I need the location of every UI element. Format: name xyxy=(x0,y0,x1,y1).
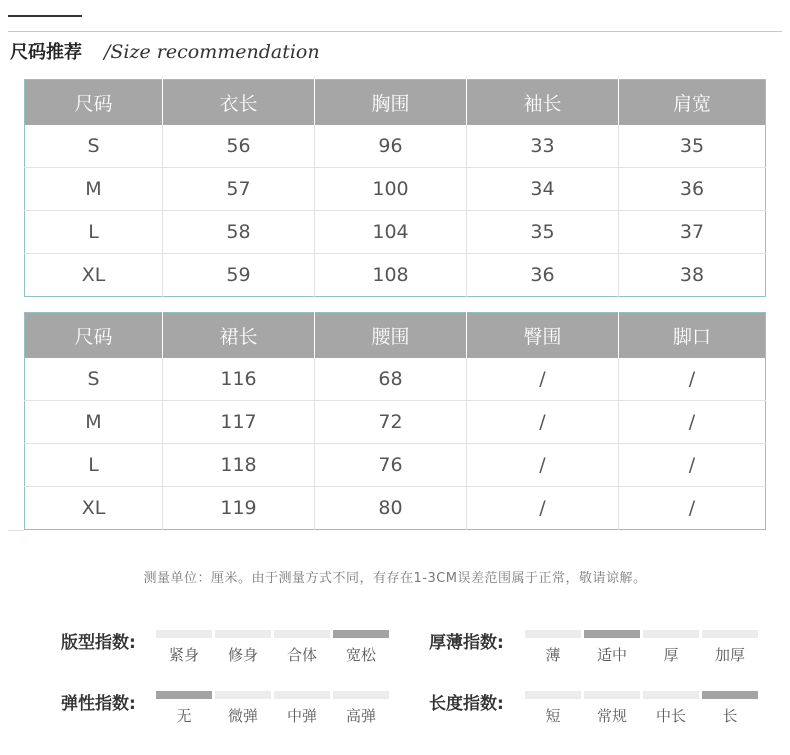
elasticity-bar xyxy=(215,691,271,699)
table-cell: 96 xyxy=(315,125,467,168)
table-cell: 119 xyxy=(163,487,315,530)
table-row xyxy=(25,401,766,444)
table-row xyxy=(25,444,766,487)
fit-option-label: 合体 xyxy=(286,646,317,664)
table-cell: 58 xyxy=(163,211,315,254)
length-option-label: 长 xyxy=(722,707,738,725)
length-option-label: 常规 xyxy=(596,707,627,725)
column-header: 袖长 xyxy=(467,80,619,126)
fit-bar xyxy=(333,630,389,638)
elasticity-option-label: 高弹 xyxy=(345,707,376,725)
column-header: 尺码 xyxy=(25,80,163,126)
fit-option-label: 紧身 xyxy=(168,646,199,664)
table-cell: L xyxy=(25,444,163,487)
fit-option xyxy=(333,630,389,665)
table-cell: 35 xyxy=(679,135,705,157)
table-row xyxy=(25,211,766,254)
top-accent-line xyxy=(8,15,82,17)
elasticity-option-label: 微弹 xyxy=(227,707,258,725)
table-cell: 36 xyxy=(467,254,619,297)
elasticity-bar xyxy=(274,691,330,699)
table-cell: M xyxy=(25,168,163,211)
length-option xyxy=(702,691,758,726)
thickness-bar xyxy=(643,630,699,638)
table-cell: 116 xyxy=(163,358,315,401)
column-header: 肩宽 xyxy=(619,80,766,126)
column-header: 脚口 xyxy=(619,313,766,359)
fit-option xyxy=(156,630,212,665)
table-cell: 59 xyxy=(163,254,315,297)
length-bar xyxy=(525,691,581,699)
thickness-bar xyxy=(702,630,758,638)
table-cell: 108 xyxy=(315,254,467,297)
elasticity-option xyxy=(333,691,389,726)
table-cell: / xyxy=(619,487,766,530)
table-row xyxy=(25,254,766,297)
bottom-size-table xyxy=(24,312,766,530)
thickness-option xyxy=(702,630,758,665)
table-cell: 34 xyxy=(467,168,619,211)
thickness-bar xyxy=(584,630,640,638)
table-cell: 80 xyxy=(315,487,467,530)
thickness-index-label: 厚薄指数: xyxy=(429,633,504,653)
table-row xyxy=(25,168,766,211)
table-cell: 56 xyxy=(163,125,315,168)
length-index xyxy=(429,689,769,729)
thickness-option xyxy=(584,630,640,665)
fit-option-label: 修身 xyxy=(227,646,258,664)
fit-option-label: 宽松 xyxy=(345,646,376,664)
length-bar xyxy=(643,691,699,699)
table-cell: 117 xyxy=(163,401,315,444)
table-cell: / xyxy=(688,368,696,390)
fit-option xyxy=(215,630,271,665)
table-cell: / xyxy=(619,444,766,487)
table-cell: / xyxy=(467,401,619,444)
table-cell: 38 xyxy=(619,254,766,297)
top-size-table xyxy=(24,79,766,297)
table-cell: XL xyxy=(25,254,163,297)
thickness-index xyxy=(429,628,769,668)
heading-title: 尺码推荐 xyxy=(10,42,82,63)
table-cell: S xyxy=(25,358,163,401)
table-cell: 118 xyxy=(163,444,315,487)
fit-index-label: 版型指数: xyxy=(61,633,136,653)
fit-bar xyxy=(215,630,271,638)
elasticity-option xyxy=(274,691,330,726)
table-cell: 100 xyxy=(315,168,467,211)
thickness-option-label: 适中 xyxy=(596,646,627,664)
table-cell: / xyxy=(467,487,619,530)
table-cell: 33 xyxy=(467,125,619,168)
table-cell: 76 xyxy=(315,444,467,487)
fit-bar xyxy=(156,630,212,638)
table-cell: 104 xyxy=(315,211,467,254)
column-header: 腰围 xyxy=(315,313,467,359)
table-row xyxy=(25,125,766,168)
table-row xyxy=(25,487,766,530)
measurement-note: 测量单位：厘米。由于测量方式不同，有存在1-3CM误差范围属于正常，敬请谅解。 xyxy=(143,571,647,586)
length-option-label: 短 xyxy=(545,707,561,725)
side-divider xyxy=(8,530,24,531)
column-header: 裙长 xyxy=(163,313,315,359)
table-cell: 36 xyxy=(619,168,766,211)
fit-option xyxy=(274,630,330,665)
length-bar xyxy=(702,691,758,699)
fit-index xyxy=(61,628,401,668)
table-cell: / xyxy=(467,358,619,401)
table-cell: XL xyxy=(25,487,163,530)
table-cell: 37 xyxy=(619,211,766,254)
elasticity-bar xyxy=(156,691,212,699)
length-option xyxy=(525,691,581,726)
table-header-row xyxy=(25,80,766,126)
length-option xyxy=(643,691,699,726)
column-header: 衣长 xyxy=(163,80,315,126)
length-option-label: 中长 xyxy=(655,707,686,725)
top-divider xyxy=(8,31,782,32)
length-option xyxy=(584,691,640,726)
thickness-option-label: 厚 xyxy=(663,646,679,664)
length-index-label: 长度指数: xyxy=(429,694,504,714)
section-heading xyxy=(10,38,320,64)
length-bar xyxy=(584,691,640,699)
column-header: 臀围 xyxy=(467,313,619,359)
table-cell: L xyxy=(25,211,163,254)
thickness-option-label: 加厚 xyxy=(714,646,745,664)
heading-subtitle: /Size recommendation xyxy=(104,41,320,63)
elasticity-option-label: 无 xyxy=(176,707,192,725)
fit-bar xyxy=(274,630,330,638)
table-cell: / xyxy=(619,401,766,444)
thickness-option xyxy=(525,630,581,665)
elasticity-option xyxy=(156,691,212,726)
column-header: 胸围 xyxy=(315,80,467,126)
table-row xyxy=(25,358,766,401)
thickness-option xyxy=(643,630,699,665)
table-header-row xyxy=(25,313,766,359)
thickness-option-label: 薄 xyxy=(545,646,561,664)
column-header: 尺码 xyxy=(25,313,163,359)
table-cell: / xyxy=(467,444,619,487)
elasticity-index xyxy=(61,689,401,729)
elasticity-bar xyxy=(333,691,389,699)
table-cell: M xyxy=(25,401,163,444)
table-cell: 68 xyxy=(315,358,467,401)
elasticity-option-label: 中弹 xyxy=(286,707,317,725)
elasticity-index-label: 弹性指数: xyxy=(61,694,136,714)
thickness-bar xyxy=(525,630,581,638)
table-cell: 72 xyxy=(315,401,467,444)
table-cell: 35 xyxy=(467,211,619,254)
table-cell: S xyxy=(25,125,163,168)
table-cell: 57 xyxy=(163,168,315,211)
elasticity-option xyxy=(215,691,271,726)
